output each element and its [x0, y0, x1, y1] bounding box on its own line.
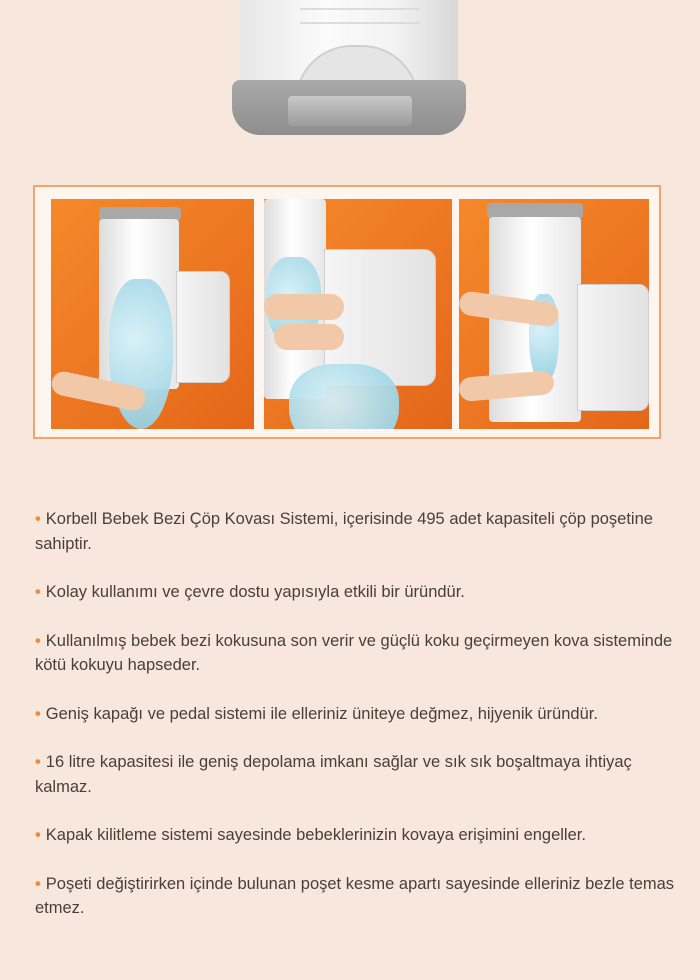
bin-door: [577, 284, 649, 411]
feature-item: [35, 702, 675, 727]
bin-door: [176, 271, 230, 383]
feature-item: [35, 580, 675, 605]
feature-item: [35, 629, 675, 678]
bullet-icon: •: [35, 704, 41, 723]
feature-text: Geniş kapağı ve pedal sistemi ile elleriniz üniteye değmez, hijyenik üründür.: [45, 704, 598, 723]
bin-pedal: [288, 96, 412, 126]
feature-list: [35, 507, 675, 945]
bullet-icon: •: [35, 631, 41, 650]
usage-photos-frame: [33, 185, 661, 439]
feature-item: [35, 872, 675, 921]
bin-groove: [300, 22, 420, 24]
bullet-icon: •: [35, 583, 41, 601]
bullet-icon: •: [35, 510, 41, 528]
feature-text: Poşeti değiştirirken içinde bulunan poşet kesme apartı sayesinde elleriniz bezle temas etmez.: [35, 874, 675, 917]
photo-bag-cut: [264, 199, 452, 429]
feature-item: [35, 823, 675, 848]
feature-text: Kullanılmış bebek bezi kokusuna son verir ve güçlü koku geçirmeyen kova sisteminde kötü kokuyu hapseder.: [35, 631, 673, 674]
product-image-diaper-bin: [232, 0, 466, 140]
feature-text: Korbell Bebek Bezi Çöp Kovası Sistemi, içerisinde 495 adet kapasiteli çöp poşetine sahiptir.: [35, 510, 653, 553]
feature-item: [35, 750, 675, 799]
feature-text: Kolay kullanımı ve çevre dostu yapısıyla etkili bir üründür.: [45, 583, 465, 601]
feature-text: 16 litre kapasitesi ile geniş depolama imkanı sağlar ve sık sık boşaltmaya ihtiyaç kalmaz.: [35, 753, 632, 796]
bullet-icon: •: [35, 753, 41, 771]
photo-bag-pull: [51, 199, 254, 429]
hand: [274, 324, 344, 350]
bin-groove: [300, 8, 420, 10]
bag: [289, 364, 399, 429]
feature-text: Kapak kilitleme sistemi sayesinde bebeklerinizin kovaya erişimini engeller.: [45, 826, 586, 844]
bullet-icon: •: [35, 874, 41, 893]
bullet-icon: •: [35, 826, 41, 844]
feature-item: [35, 507, 675, 556]
hand: [264, 294, 344, 320]
photo-bag-replace: [459, 199, 649, 429]
